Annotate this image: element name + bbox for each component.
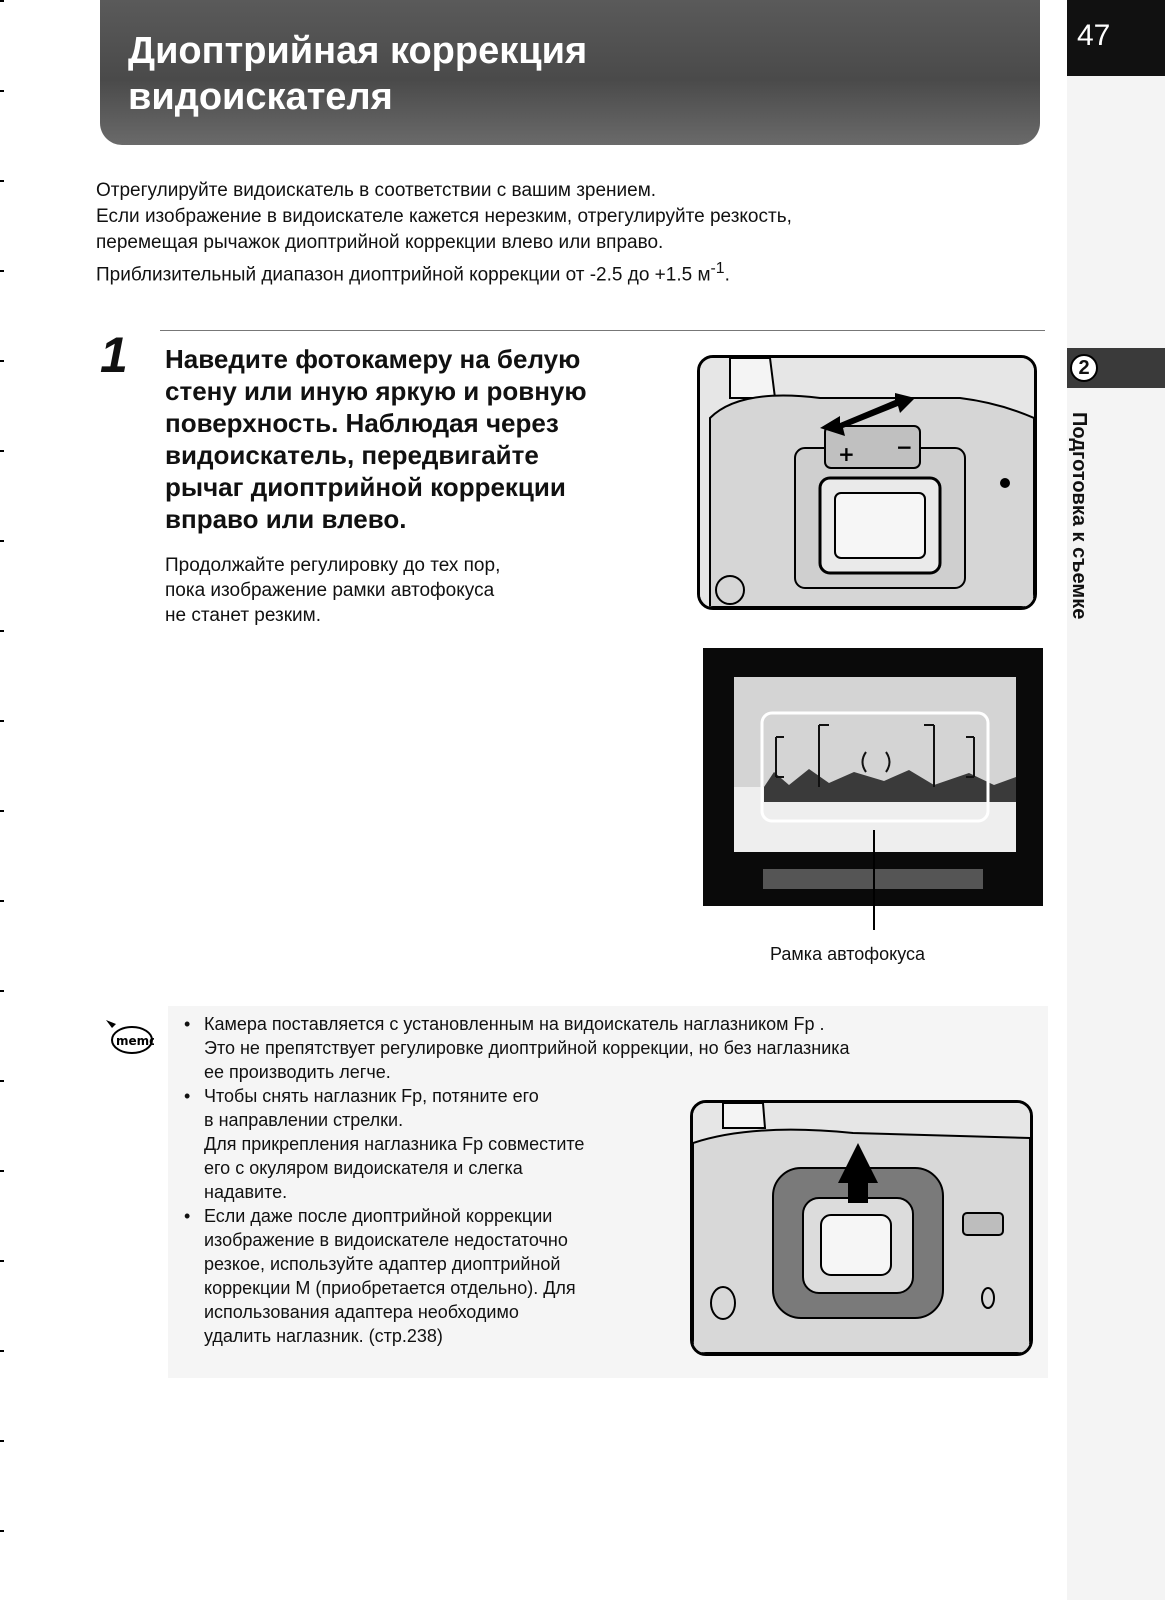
binding-edge: [0, 0, 4, 1600]
eyecup-drawing: [693, 1103, 1030, 1353]
eyecup-removal-illustration: [690, 1100, 1033, 1356]
intro-line: Отрегулируйте видоискатель в соответствии с вашим зрением.: [96, 180, 657, 201]
memo-line: резкое, используйте адаптер диоптрийной: [204, 1254, 561, 1274]
step-heading-line: стену или иную яркую и ровную: [165, 376, 587, 406]
page-title: [128, 28, 948, 120]
memo-item: [180, 1084, 659, 1204]
scene-drawing: [734, 677, 1016, 852]
chapter-number: 2: [1070, 354, 1098, 382]
side-margin-band: [1067, 0, 1165, 1600]
memo-line: • Если даже после диоптрийной коррекции: [204, 1206, 553, 1226]
memo-line: Для прикрепления наглазника Fp совместите: [204, 1134, 585, 1154]
memo-line: надавите.: [204, 1182, 288, 1202]
memo-icon-text: memo: [116, 1034, 154, 1048]
step-heading: [165, 343, 665, 535]
camera-back-drawing: [700, 358, 1034, 607]
intro-line: перемещая рычажок диоптрийной коррекции влево или вправо.: [96, 232, 664, 253]
memo-line: его с окуляром видоискателя и слегка: [204, 1158, 523, 1178]
caption-leader-line: [873, 830, 875, 930]
memo-line: • Чтобы снять наглазник Fp, потяните его: [204, 1086, 539, 1106]
page-number-box: [1067, 0, 1165, 76]
chapter-label: Подготовка к съемке: [1068, 412, 1090, 620]
step-heading-line: вправо или влево.: [165, 504, 407, 534]
viewfinder-scene: [734, 677, 1016, 852]
intro-text: [96, 178, 1046, 288]
diopter-lever-illustration: [697, 355, 1037, 610]
memo-line: изображение в видоискателе недостаточно: [204, 1230, 568, 1250]
intro-line: Если изображение в видоискателе кажется нерезким, отрегулируйте резкость,: [96, 206, 792, 227]
intro-period: .: [724, 264, 730, 286]
memo-line: Это не препятствует регулировке диоптрийной коррекции, но без наглазника: [204, 1038, 850, 1058]
step-body: [165, 553, 645, 628]
memo-line: • Камера поставляется с установленным на видоискатель наглазником Fp .: [204, 1014, 825, 1034]
minus-mark: −: [896, 435, 913, 459]
memo-line: использования адаптера необходимо: [204, 1302, 519, 1322]
step-heading-line: Наведите фотокамеру на белую: [165, 344, 581, 374]
step-body-line: не станет резким.: [165, 605, 321, 626]
step-number: 1: [100, 327, 128, 383]
step-heading-line: видоискатель, передвигайте: [165, 440, 539, 470]
title-line-2: видоискателя: [128, 76, 393, 118]
intro-range-text: Приблизительный диапазон диоптрийной коррекции от -2.5 до +1.5 м: [96, 264, 711, 286]
memo-line: в направлении стрелки.: [204, 1110, 404, 1130]
memo-item: [180, 1204, 659, 1348]
memo-item: [180, 1012, 1040, 1084]
memo-line: удалить наглазник. (стр.238): [204, 1326, 443, 1346]
dial-icon: [963, 1213, 1003, 1235]
step-body-line: пока изображение рамки автофокуса: [165, 580, 495, 601]
intro-exponent: -1: [710, 260, 725, 277]
memo-line: коррекции М (приобретается отдельно). Для: [204, 1278, 576, 1298]
memo-line: ее производить легче.: [204, 1062, 391, 1082]
step-divider: [160, 330, 1045, 331]
step-heading-line: поверхность. Наблюдая через: [165, 408, 559, 438]
af-frame-caption: Рамка автофокуса: [770, 944, 926, 964]
plus-mark: +: [838, 442, 855, 466]
title-line-1: Диоптрийная коррекция: [128, 30, 588, 72]
memo-icon: [102, 1018, 154, 1056]
step-body-line: Продолжайте регулировку до тех пор,: [165, 555, 501, 576]
step-heading-line: рычаг диоптрийной коррекции: [165, 472, 566, 502]
intro-line: [96, 256, 1046, 288]
page-number: 47: [1077, 19, 1111, 52]
